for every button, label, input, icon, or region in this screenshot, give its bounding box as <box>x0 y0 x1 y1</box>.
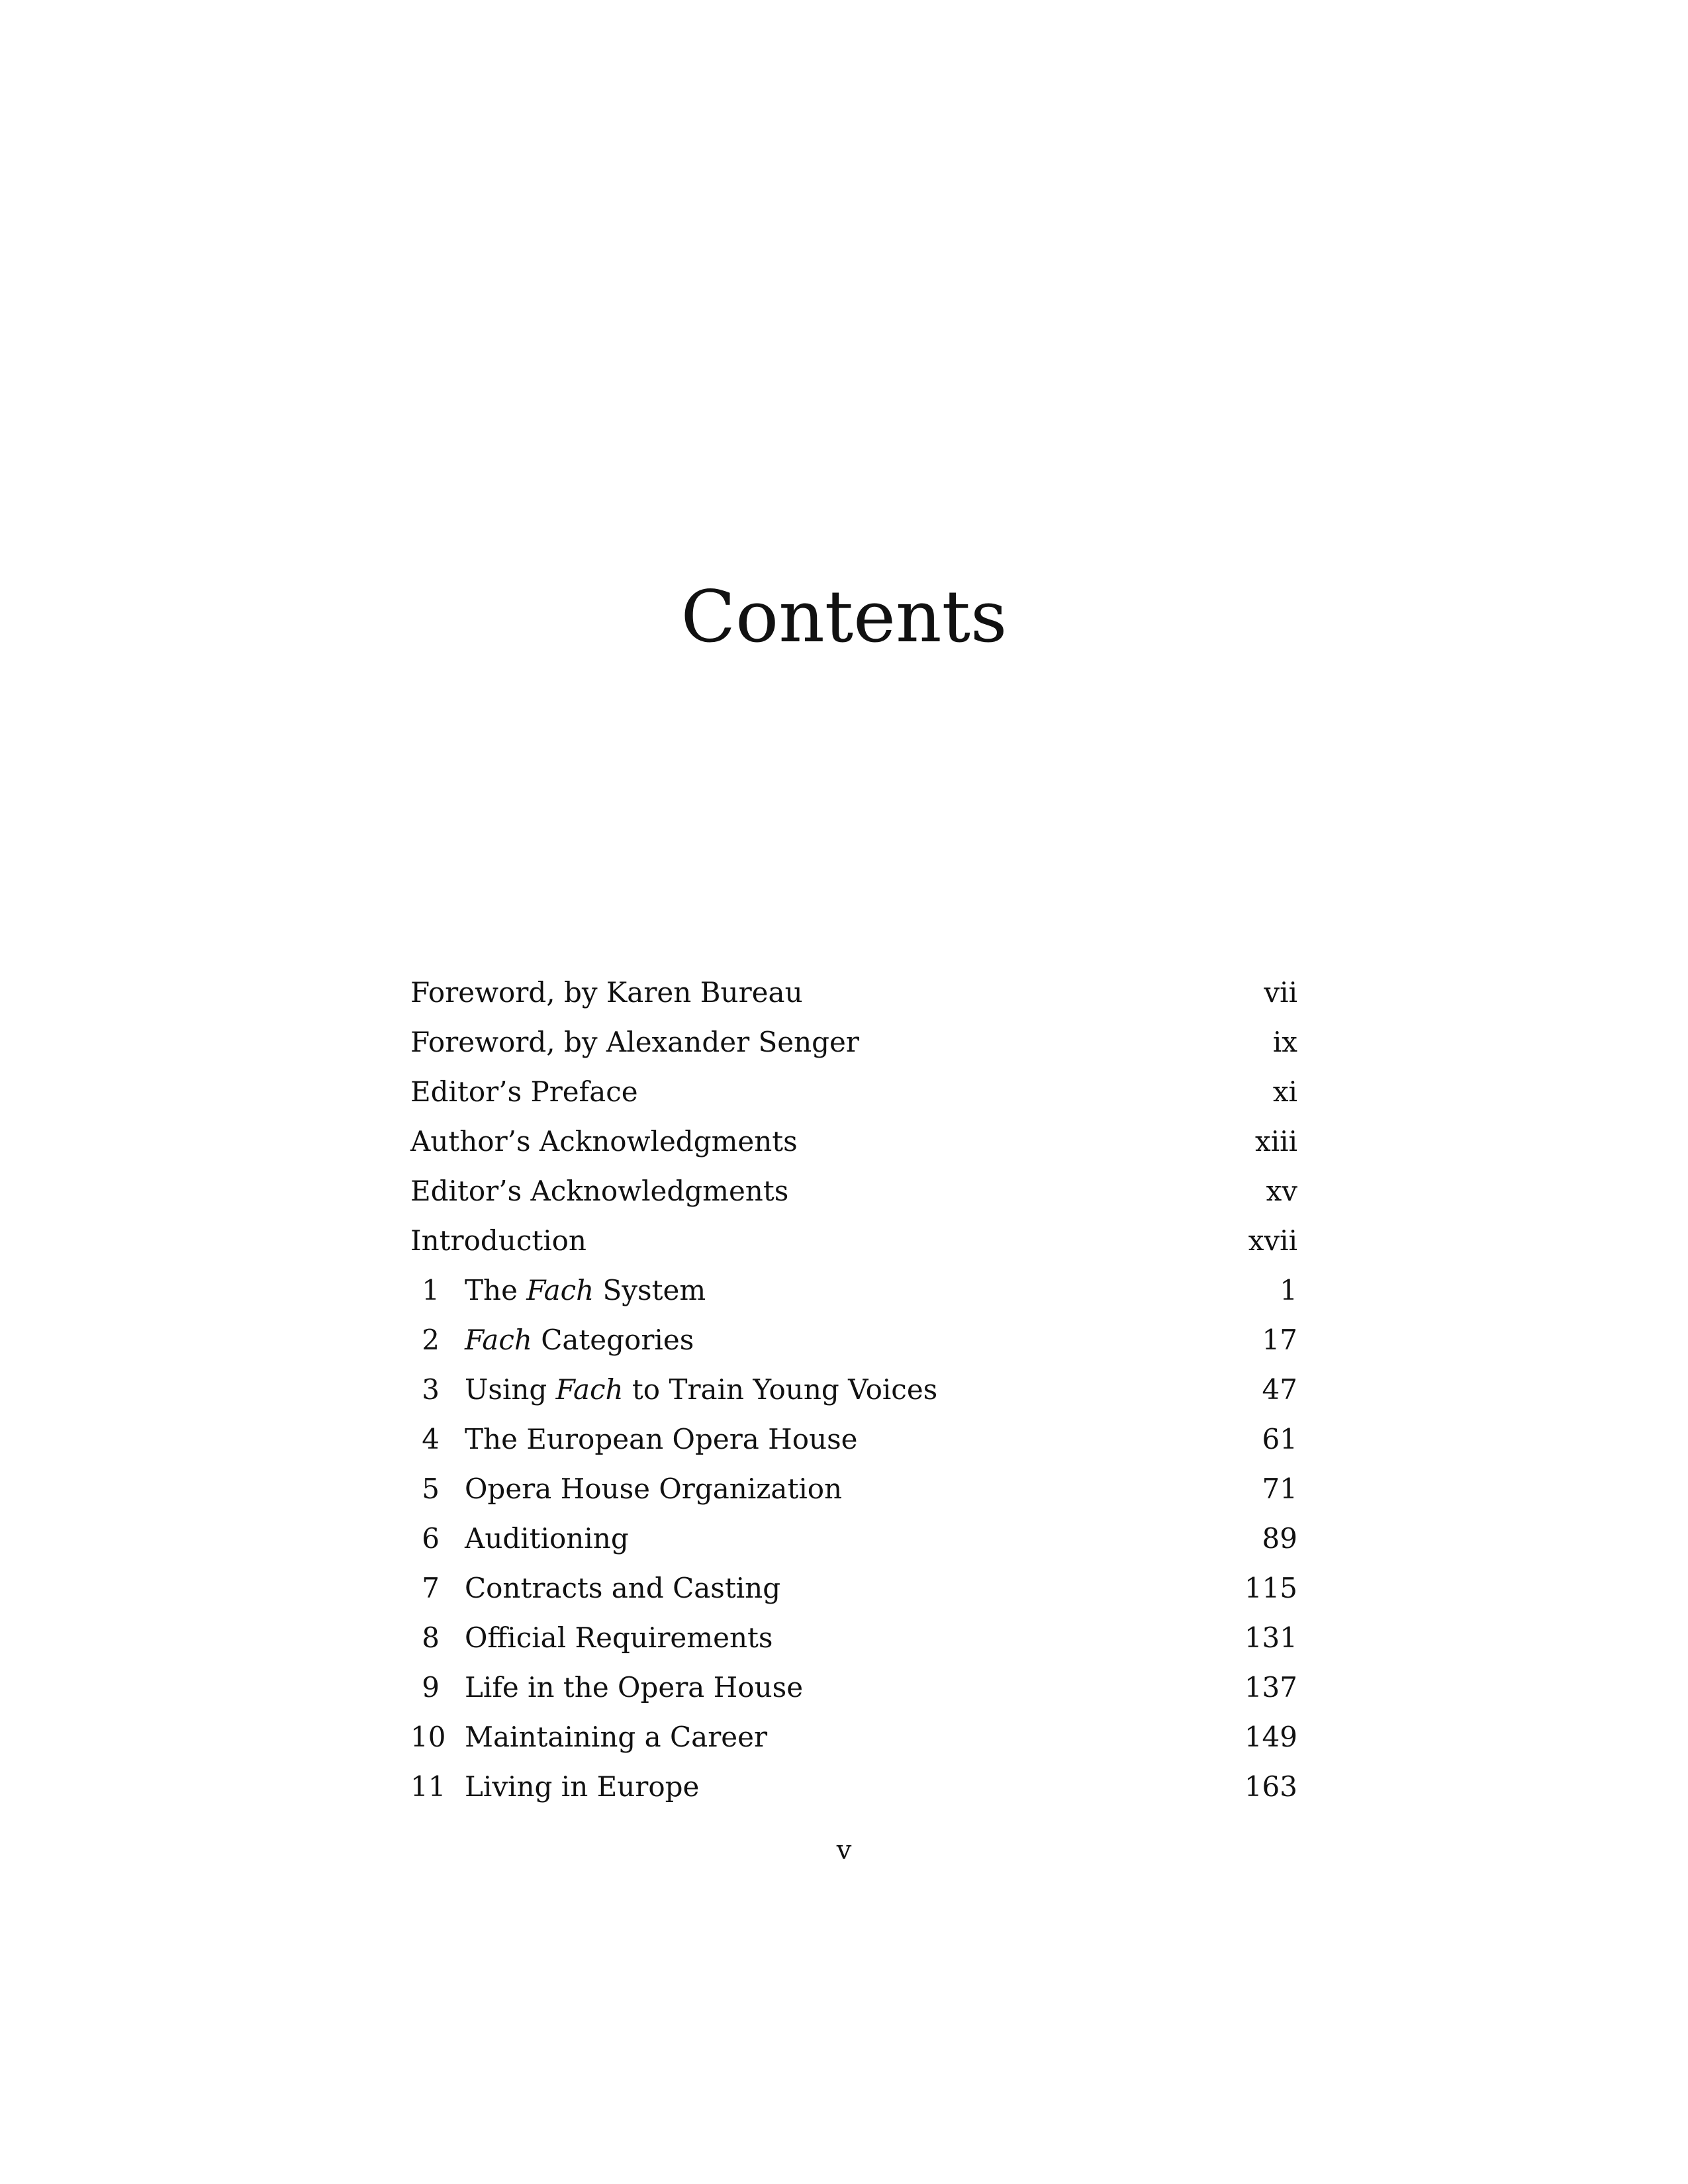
toc-entry-foreword-bureau <box>410 968 1297 1017</box>
toc-entry-page: vii <box>1264 976 1297 1009</box>
toc-chapter-8 <box>410 1613 1297 1662</box>
chapter-page: 71 <box>1262 1473 1297 1505</box>
chapter-title <box>465 1514 629 1563</box>
chapter-title <box>465 1265 706 1315</box>
chapter-title-text: Auditioning <box>465 1522 629 1555</box>
chapter-page: 1 <box>1280 1274 1297 1306</box>
toc-entry-title: Editor’s Acknowledgments <box>410 1175 789 1207</box>
chapter-page: 89 <box>1262 1522 1297 1555</box>
chapter-page: 61 <box>1262 1423 1297 1455</box>
toc-entry-title: Foreword, by Karen Bureau <box>410 976 803 1009</box>
chapter-title-text: Official Requirements <box>465 1621 773 1654</box>
chapter-title-text: to Train Young Voices <box>623 1373 938 1406</box>
chapter-page: 163 <box>1244 1770 1297 1803</box>
chapter-page: 131 <box>1244 1621 1297 1654</box>
toc-entry-title: Editor’s Preface <box>410 1075 638 1108</box>
toc-entry-page: xi <box>1272 1075 1297 1108</box>
chapter-title <box>465 1365 937 1414</box>
toc-chapter-4 <box>410 1414 1297 1464</box>
chapter-page: 115 <box>1244 1572 1297 1604</box>
toc-entry-title: Author’s Acknowledgments <box>410 1125 798 1158</box>
toc-entry-editors-preface <box>410 1067 1297 1116</box>
chapter-title-italic: Fach <box>555 1373 624 1406</box>
chapter-title-text: The European Opera House <box>465 1423 858 1455</box>
toc-entry-title: Foreword, by Alexander Senger <box>410 1026 859 1058</box>
toc-entry-introduction <box>410 1216 1297 1265</box>
page-number: v <box>836 1835 852 1866</box>
chapter-number: 4 <box>422 1423 440 1455</box>
toc-entry-foreword-senger <box>410 1017 1297 1067</box>
chapter-number: 6 <box>422 1522 440 1555</box>
toc-chapter-1 <box>410 1265 1297 1315</box>
chapter-number: 11 <box>410 1770 446 1803</box>
toc-chapter-10 <box>410 1712 1297 1762</box>
chapter-title-text: The <box>465 1274 527 1306</box>
toc-chapter-5 <box>410 1464 1297 1514</box>
chapter-number: 9 <box>422 1671 440 1704</box>
chapter-title <box>465 1464 842 1514</box>
chapter-title <box>465 1762 699 1811</box>
chapter-title-text: System <box>594 1274 706 1306</box>
toc-chapter-7 <box>410 1563 1297 1613</box>
chapter-number: 3 <box>422 1373 440 1406</box>
chapter-number: 2 <box>422 1324 440 1356</box>
toc-chapter-9 <box>410 1662 1297 1712</box>
chapter-number: 1 <box>422 1274 440 1306</box>
toc-entry-page: ix <box>1272 1026 1297 1058</box>
chapter-title <box>465 1414 858 1464</box>
chapter-number: 7 <box>422 1572 440 1604</box>
chapter-page: 47 <box>1262 1373 1297 1406</box>
chapter-title <box>465 1662 803 1712</box>
toc-entry-page: xiii <box>1255 1125 1297 1158</box>
chapter-title-text: Contracts and Casting <box>465 1572 781 1604</box>
toc-chapter-2 <box>410 1315 1297 1365</box>
toc-chapter-6 <box>410 1514 1297 1563</box>
chapter-title <box>465 1712 767 1762</box>
toc-entry-page: xvii <box>1248 1224 1297 1257</box>
chapter-page: 137 <box>1244 1671 1297 1704</box>
toc-entry-authors-acknowledgments <box>410 1116 1297 1166</box>
chapter-page: 17 <box>1262 1324 1297 1356</box>
chapter-title-italic: Fach <box>526 1274 594 1306</box>
chapter-title-text: Using <box>465 1373 556 1406</box>
toc-entry-page: xv <box>1266 1175 1297 1207</box>
toc-entry-editors-acknowledgments <box>410 1166 1297 1216</box>
chapter-title <box>465 1613 773 1662</box>
chapter-title <box>465 1563 780 1613</box>
chapter-title-text: Life in the Opera House <box>465 1671 804 1704</box>
toc-entry-title: Introduction <box>410 1224 586 1257</box>
toc-chapter-11 <box>410 1762 1297 1811</box>
chapter-number: 10 <box>410 1721 446 1753</box>
chapter-number: 5 <box>422 1473 440 1505</box>
chapter-page: 149 <box>1244 1721 1297 1753</box>
table-of-contents <box>410 968 1297 1811</box>
chapter-title-text: Opera House Organization <box>465 1473 843 1505</box>
chapter-title-text: Categories <box>532 1324 694 1356</box>
page-title: Contents <box>680 576 1008 659</box>
chapter-number: 8 <box>422 1621 440 1654</box>
chapter-title-text: Living in Europe <box>465 1770 700 1803</box>
chapter-title-text: Maintaining a Career <box>465 1721 768 1753</box>
chapter-title-italic: Fach <box>465 1324 532 1356</box>
toc-chapter-3 <box>410 1365 1297 1414</box>
chapter-title <box>465 1315 694 1365</box>
